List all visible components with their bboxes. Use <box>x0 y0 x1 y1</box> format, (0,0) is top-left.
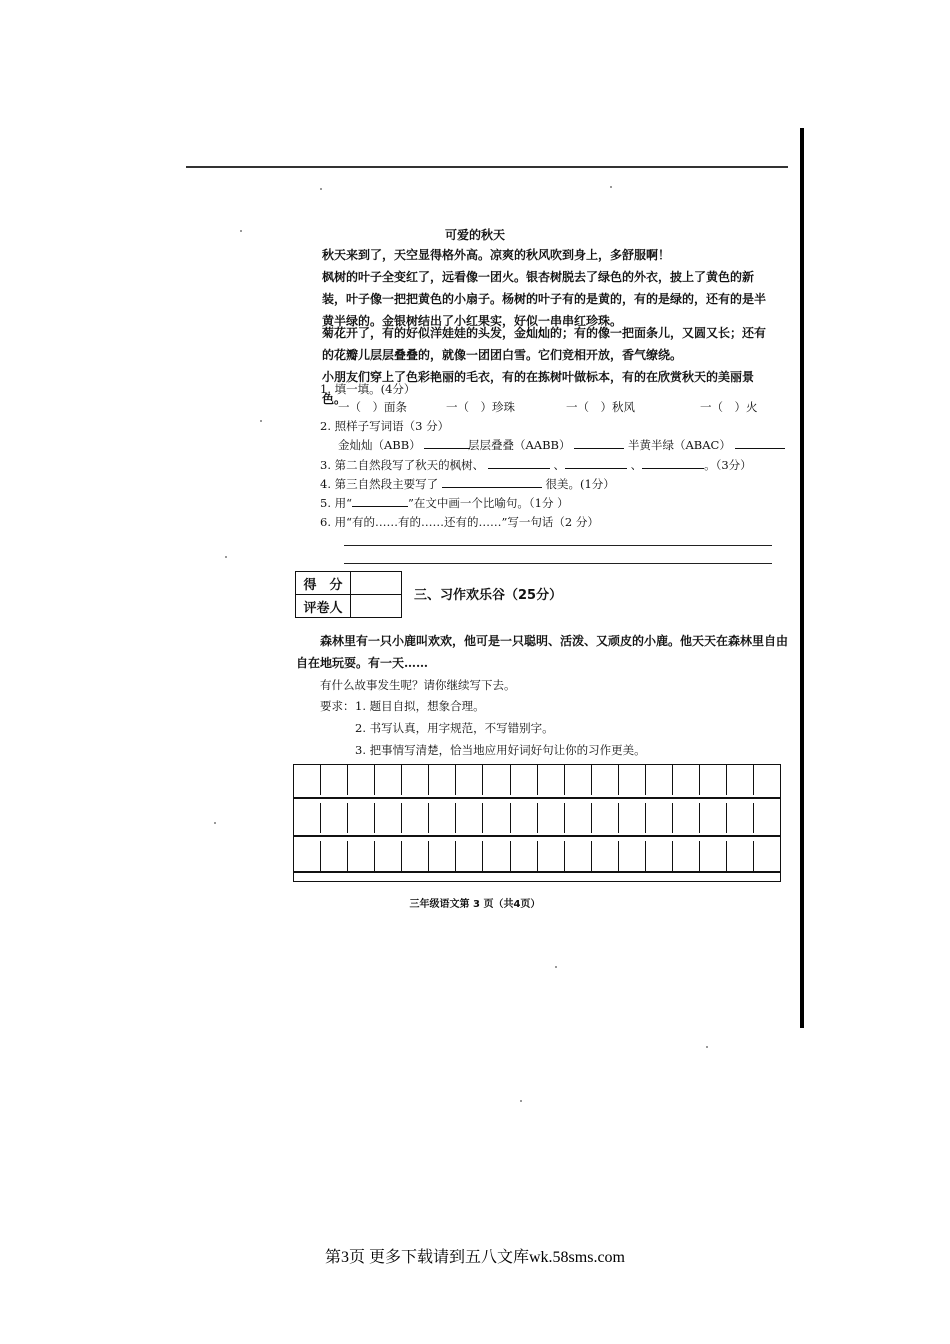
writing-prompt-line-2: 自在地玩耍。有一天…… <box>296 656 429 670</box>
grid-cell[interactable] <box>483 841 510 871</box>
writing-ask: 有什么故事发生呢？请你继续写下去。 <box>320 678 516 692</box>
question-2-item-1-label: 金灿灿（ABB） <box>338 438 421 452</box>
grid-cell[interactable] <box>429 803 456 833</box>
grid-cell[interactable] <box>592 765 619 795</box>
grid-cell[interactable] <box>646 803 673 833</box>
question-4-suffix: 很美。(1分） <box>545 477 615 491</box>
grid-cell[interactable] <box>673 841 700 871</box>
grid-cell[interactable] <box>565 803 592 833</box>
grid-cell[interactable] <box>375 803 402 833</box>
grid-cell[interactable] <box>754 765 780 795</box>
grid-cell[interactable] <box>565 765 592 795</box>
question-3-blank-3[interactable] <box>642 456 704 469</box>
grid-separator <box>294 871 780 873</box>
question-2-item-2-label: 层层叠叠（AABB） <box>468 438 571 452</box>
scan-top-rule <box>186 166 788 168</box>
question-5 <box>320 494 569 512</box>
question-2-blank-2[interactable] <box>574 436 624 449</box>
scan-speck <box>610 186 612 188</box>
question-2-item-3-label: 半黄半绿（ABAC） <box>628 438 731 452</box>
grid-cell[interactable] <box>565 841 592 871</box>
question-1-item-1: 一（ ）面条 <box>338 400 407 414</box>
question-1-item-2: 一（ ）珍珠 <box>446 400 515 414</box>
grid-cell[interactable] <box>592 803 619 833</box>
question-6-answer-line-2[interactable] <box>344 563 772 564</box>
requirement-3: 3. 把事情写清楚，恰当地应用好词好句让你的习作更美。 <box>355 743 646 757</box>
question-4-blank[interactable] <box>442 475 542 488</box>
question-1-item-3: 一（ ）秋风 <box>566 400 635 414</box>
requirement-2: 2. 书写认真，用字规范，不写错别字。 <box>355 721 554 735</box>
download-footer: 第3页 更多下载请到五八文库wk.58sms.com <box>324 1249 625 1266</box>
question-2-title: 2. 照样子写词语（3 分） <box>320 419 450 433</box>
grid-cell[interactable] <box>429 841 456 871</box>
grid-cell[interactable] <box>321 841 348 871</box>
grid-row-2 <box>294 803 780 833</box>
passage-title: 可爱的秋天 <box>444 228 505 242</box>
grid-cell[interactable] <box>402 841 429 871</box>
grid-cell[interactable] <box>483 803 510 833</box>
grid-cell[interactable] <box>619 765 646 795</box>
grid-cell[interactable] <box>402 765 429 795</box>
question-5-suffix: ”在文中画一个比喻句。（1分 ） <box>408 496 569 510</box>
section-3-heading: 三、习作欢乐谷（25分） <box>414 588 563 603</box>
grid-cell[interactable] <box>511 841 538 871</box>
grid-cell[interactable] <box>619 803 646 833</box>
grid-cell[interactable] <box>294 803 321 833</box>
passage-paragraph-3: 菊花开了，有的好似洋娃娃的头发，金灿灿的；有的像一把面条儿，又圆又长；还有的花瓣儿层层叠叠的，就像一团团白雪。它们竞相开放，香气缭绕。 <box>322 326 767 362</box>
grid-cell[interactable] <box>700 765 727 795</box>
scan-speck <box>706 1046 708 1048</box>
scan-speck <box>520 1100 522 1102</box>
question-3-text: 3. 第二自然段写了秋天的枫树、 <box>320 458 485 472</box>
grid-cell[interactable] <box>538 765 565 795</box>
grid-cell[interactable] <box>646 765 673 795</box>
grid-cell[interactable] <box>348 765 375 795</box>
grid-cell[interactable] <box>483 765 510 795</box>
grid-cell[interactable] <box>538 841 565 871</box>
grid-cell[interactable] <box>673 803 700 833</box>
requirements-label: 要求： <box>320 699 355 713</box>
grid-cell[interactable] <box>456 841 483 871</box>
score-box <box>295 571 402 618</box>
question-2-item-2 <box>468 436 624 454</box>
question-6-answer-line-1[interactable] <box>344 545 772 546</box>
question-3: 3. 第二自然段写了秋天的枫树、 、 、 。（3分） <box>320 458 752 472</box>
question-5-text: 5. 用“ <box>320 496 353 510</box>
writing-prompt-line-1: 森林里有一只小鹿叫欢欢，他可是一只聪明、活泼、又顽皮的小鹿。他天天在森林里自由 <box>320 634 789 648</box>
grid-cell[interactable] <box>348 841 375 871</box>
grid-cell[interactable] <box>429 765 456 795</box>
score-value[interactable] <box>351 572 402 595</box>
question-3-blank-1[interactable] <box>488 456 550 469</box>
grid-cell[interactable] <box>511 765 538 795</box>
scan-speck <box>214 822 216 824</box>
grid-cell[interactable] <box>456 765 483 795</box>
grid-row-3 <box>294 841 780 871</box>
grid-cell[interactable] <box>646 841 673 871</box>
grid-cell[interactable] <box>375 841 402 871</box>
question-3-blank-2[interactable] <box>565 456 627 469</box>
question-2-blank-3[interactable] <box>735 436 785 449</box>
grid-cell[interactable] <box>511 803 538 833</box>
grid-cell[interactable] <box>673 765 700 795</box>
grid-cell[interactable] <box>754 841 780 871</box>
question-2-item-1 <box>338 436 470 454</box>
grid-cell[interactable] <box>727 765 754 795</box>
requirement-1: 1. 题目自拟，想象合理。 <box>355 699 485 713</box>
grid-cell[interactable] <box>456 803 483 833</box>
question-4 <box>320 475 615 493</box>
grid-cell[interactable] <box>402 803 429 833</box>
question-2-item-3 <box>628 436 785 454</box>
grid-cell[interactable] <box>348 803 375 833</box>
passage-paragraph-1: 秋天来到了，天空显得格外高。凉爽的秋风吹到身上，多舒服啊！ <box>322 248 671 262</box>
question-1-title: 1. 填一填。(4分） <box>320 382 416 396</box>
grid-cell[interactable] <box>375 765 402 795</box>
question-2-blank-1[interactable] <box>424 436 470 449</box>
passage-paragraph-4: 小朋友们穿上了色彩艳丽的毛衣，有的在拣树叶做标本，有的在欣赏秋天的美丽景色。 <box>322 370 755 406</box>
grid-cell[interactable] <box>321 803 348 833</box>
grid-cell[interactable] <box>538 803 565 833</box>
scan-speck <box>225 556 227 558</box>
scan-speck <box>555 966 557 968</box>
grid-cell[interactable] <box>727 803 754 833</box>
grid-cell[interactable] <box>700 803 727 833</box>
question-6: 6. 用“有的……有的……还有的……”写一句话（2 分） <box>320 515 599 529</box>
scan-speck <box>320 188 322 190</box>
grid-cell[interactable] <box>294 765 321 795</box>
grid-cell[interactable] <box>700 841 727 871</box>
composition-grid <box>293 764 781 882</box>
question-3-suffix: 。（3分） <box>704 458 752 472</box>
page-number-print: 三年级语文第 3 页（共4页） <box>409 899 541 910</box>
grid-cell[interactable] <box>294 841 321 871</box>
question-1-item-4: 一（ ）火 <box>700 400 758 414</box>
grid-cell[interactable] <box>321 765 348 795</box>
grader-value[interactable] <box>351 595 402 618</box>
passage-paragraph-2: 枫树的叶子全变红了，远看像一团火。银杏树脱去了绿色的外衣，披上了黄色的新装，叶子像一把把黄色的小扇子。杨树的叶子有的是黄的，有的是绿的，还有的是半黄半绿的。金银树结出了小红果实，好似一串串红珍珠。 <box>322 270 767 328</box>
score-label: 得 分 <box>296 572 351 595</box>
question-5-blank[interactable] <box>352 494 408 507</box>
grid-cell[interactable] <box>754 803 780 833</box>
grid-cell[interactable] <box>619 841 646 871</box>
grid-row-1 <box>294 765 780 795</box>
grid-separator <box>294 835 780 837</box>
scan-speck <box>260 420 262 422</box>
grid-separator <box>294 797 780 799</box>
grid-cell[interactable] <box>727 841 754 871</box>
question-4-text: 4. 第三自然段主要写了 <box>320 477 439 491</box>
scan-right-edge <box>800 128 804 1028</box>
grid-cell[interactable] <box>592 841 619 871</box>
grader-label: 评卷人 <box>296 595 351 618</box>
